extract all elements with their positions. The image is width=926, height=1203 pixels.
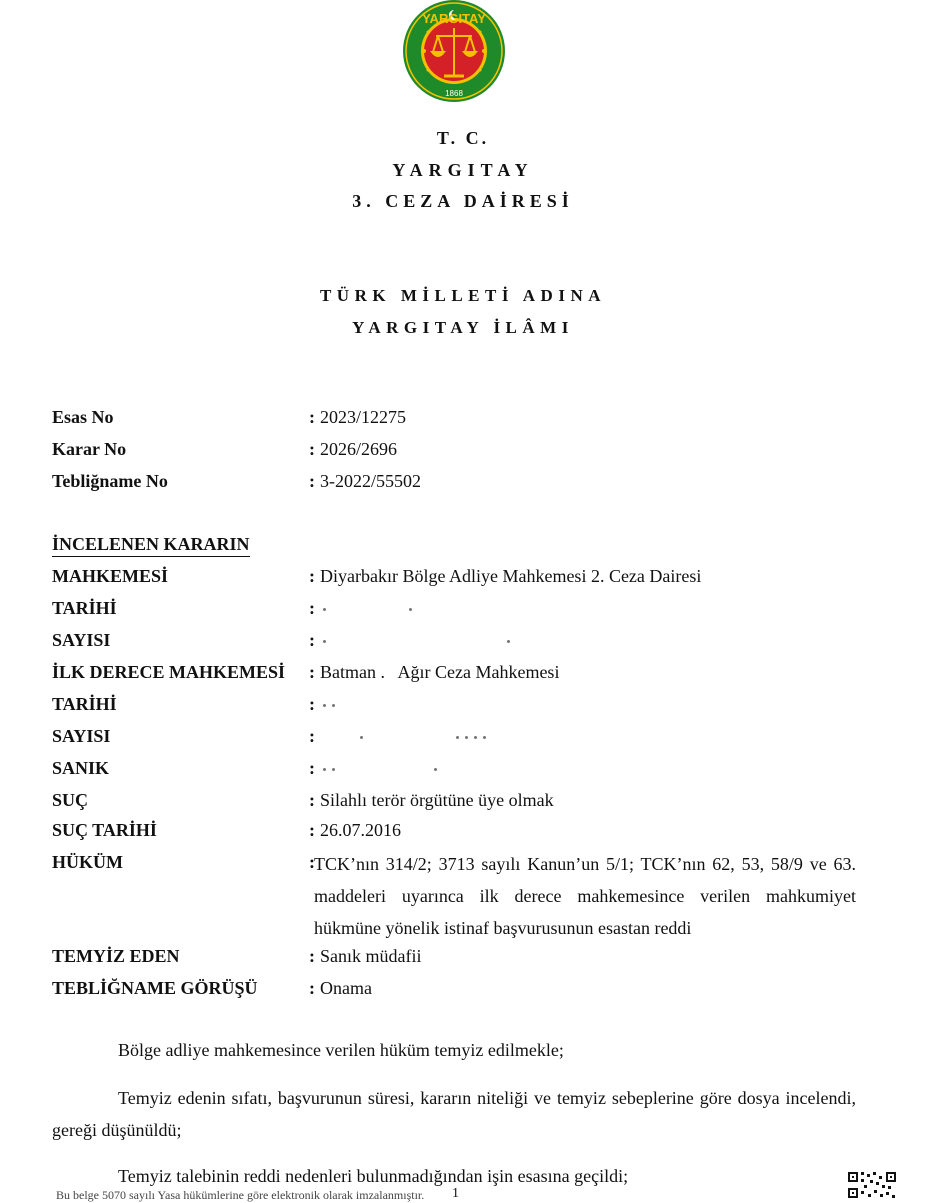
body-paragraph-3: Temyiz talebinin reddi nedenleri bulunmadığından işin esasına geçildi; bbox=[118, 1166, 629, 1186]
header-chamber: 3. CEZA DAİRESİ bbox=[352, 191, 574, 211]
e-signature-note: Bu belge 5070 sayılı Yasa hükümlerine göre elektronik olarak imzalanmıştır. bbox=[56, 1188, 425, 1202]
svg-text:1868: 1868 bbox=[445, 89, 463, 98]
field-label: TEMYİZ EDEN bbox=[52, 946, 180, 966]
header-court: YARGITAY bbox=[392, 160, 534, 180]
field-value: Diyarbakır Bölge Adliye Mahkemesi 2. Ceza Dairesi bbox=[320, 566, 702, 586]
redacted-value bbox=[320, 724, 489, 748]
svg-text:YARGITAY: YARGITAY bbox=[422, 11, 486, 26]
field-label: SUÇ TARİHİ bbox=[52, 820, 157, 840]
field-label: Karar No bbox=[52, 439, 127, 459]
colon: : bbox=[309, 630, 315, 650]
redacted-value bbox=[320, 628, 513, 652]
field-label: HÜKÜM bbox=[52, 852, 123, 872]
colon: : bbox=[309, 758, 315, 778]
colon: : bbox=[309, 852, 315, 872]
field-label: MAHKEMESİ bbox=[52, 566, 169, 586]
colon: : bbox=[309, 790, 315, 810]
redacted-value bbox=[320, 692, 338, 716]
field-value: 3-2022/55502 bbox=[320, 471, 421, 491]
colon: : bbox=[309, 978, 315, 998]
colon: : bbox=[309, 694, 315, 714]
field-label: SANIK bbox=[52, 758, 110, 778]
colon: : bbox=[309, 662, 315, 682]
colon: : bbox=[309, 566, 315, 586]
colon: : bbox=[309, 407, 315, 427]
field-label: TARİHİ bbox=[52, 694, 117, 714]
body-paragraph-2: Temyiz edenin sıfatı, başvurunun süresi, kararın niteliği ve temyiz sebeplerine göre dosya incelendi, gereği düşünüldü; bbox=[52, 1088, 856, 1140]
field-label: SAYISI bbox=[52, 630, 111, 650]
colon: : bbox=[309, 946, 315, 966]
decision-title-line2: YARGITAY İLÂMI bbox=[352, 318, 574, 337]
field-value: Sanık müdafii bbox=[320, 946, 422, 966]
field-label: SUÇ bbox=[52, 790, 89, 810]
field-label: TARİHİ bbox=[52, 598, 117, 618]
hukum-value: TCK’nın 314/2; 3713 sayılı Kanun’un 5/1; TCK’nın 62, 53, 58/9 ve 63. maddeleri uyarınca ilk derece mahkemesince verilen mahkumiyet hükmüne yönelik istinaf başvurusunun esastan reddi bbox=[314, 854, 856, 938]
field-value: Batman . Ağır Ceza Mahkemesi bbox=[320, 662, 560, 682]
field-label: SAYISI bbox=[52, 726, 111, 746]
header-tc: T. C. bbox=[436, 128, 490, 148]
colon: : bbox=[309, 439, 315, 459]
redacted-value bbox=[320, 756, 440, 780]
qr-code-icon bbox=[846, 1170, 898, 1200]
page-number: 1 bbox=[452, 1186, 459, 1201]
field-value: Onama bbox=[320, 978, 372, 998]
decision-title-line1: TÜRK MİLLETİ ADINA bbox=[319, 286, 607, 305]
field-value: Silahlı terör örgütüne üye olmak bbox=[320, 790, 554, 810]
body-paragraph-1: Bölge adliye mahkemesince verilen hüküm temyiz edilmekle; bbox=[118, 1040, 564, 1060]
field-label: Esas No bbox=[52, 407, 114, 427]
colon: : bbox=[309, 598, 315, 618]
section-title: İNCELENEN KARARIN bbox=[52, 532, 250, 557]
field-value: 2026/2696 bbox=[320, 439, 398, 459]
field-value: 26.07.2016 bbox=[320, 820, 401, 840]
colon: : bbox=[309, 726, 315, 746]
field-value: 2023/12275 bbox=[320, 407, 407, 427]
field-label: Tebliğname No bbox=[52, 471, 168, 491]
field-label: İLK DERECE MAHKEMESİ bbox=[52, 662, 286, 682]
yargitay-logo bbox=[400, 0, 508, 104]
colon: : bbox=[309, 820, 315, 840]
colon: : bbox=[309, 471, 315, 491]
redacted-value bbox=[320, 596, 415, 620]
field-label: TEBLİĞNAME GÖRÜŞÜ bbox=[52, 978, 258, 998]
